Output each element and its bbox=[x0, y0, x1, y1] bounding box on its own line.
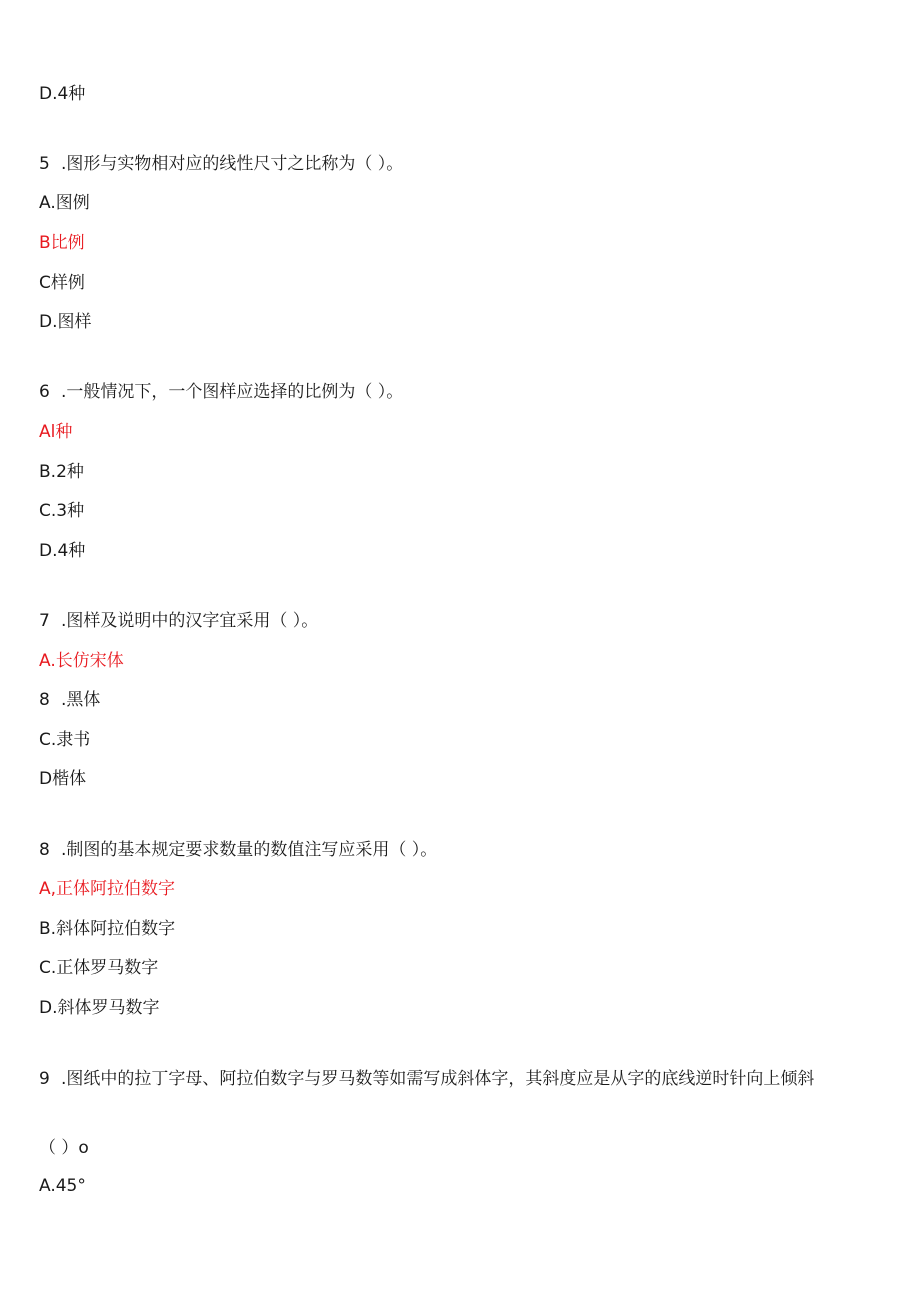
option-d-q6: D.4种 bbox=[39, 541, 86, 561]
option-b-q8: B.斜体阿拉伯数字 bbox=[39, 919, 176, 939]
option-a-q5: A.图例 bbox=[39, 193, 90, 213]
option-c-q8: C.正体罗马数字 bbox=[39, 958, 159, 978]
question-text: .图纸中的拉丁字母、阿拉伯数字与罗马数等如需写成斜体字，其斜度应是从字的底线逆时针向上倾斜 bbox=[61, 1069, 815, 1089]
question-text: .一般情况下，一个图样应选择的比例为（ ）。 bbox=[61, 382, 404, 402]
option-a-q8-answer: A,正体阿拉伯数字 bbox=[39, 879, 176, 899]
option-d-q7: D楷体 bbox=[39, 769, 87, 789]
option-a-q9: A.45° bbox=[39, 1176, 86, 1196]
question-5 bbox=[39, 153, 403, 175]
question-number: 9 bbox=[39, 1069, 50, 1089]
option-a-q6-answer: Al种 bbox=[39, 422, 73, 442]
question-number: 5 bbox=[39, 154, 50, 174]
option-d-q5: D.图样 bbox=[39, 312, 92, 332]
question-9 bbox=[39, 1063, 884, 1095]
option-d-q4: D.4种 bbox=[39, 84, 86, 104]
question-9-tail: （ ）o bbox=[39, 1138, 89, 1158]
option-c-q5: C样例 bbox=[39, 273, 85, 293]
option-b-q5-answer: B比例 bbox=[39, 233, 85, 253]
question-8 bbox=[39, 839, 437, 861]
option-c-q7: C.隶书 bbox=[39, 730, 91, 750]
option-a-q7-answer: A.长仿宋体 bbox=[39, 651, 124, 671]
question-6 bbox=[39, 381, 403, 403]
option-c-q6: C.3种 bbox=[39, 501, 85, 521]
option-text: .黑体 bbox=[61, 690, 101, 710]
option-b-q6: B.2种 bbox=[39, 462, 84, 482]
question-number: 8 bbox=[39, 840, 50, 860]
question-7 bbox=[39, 610, 318, 632]
question-text: .制图的基本规定要求数量的数值注写应采用（ ）。 bbox=[61, 840, 438, 860]
option-number: 8 bbox=[39, 690, 50, 710]
question-text: .图样及说明中的汉字宜采用（ ）。 bbox=[61, 611, 319, 631]
option-d-q8: D.斜体罗马数字 bbox=[39, 998, 160, 1018]
question-text: .图形与实物相对应的线性尺寸之比称为（ ）。 bbox=[61, 154, 404, 174]
question-number: 7 bbox=[39, 611, 50, 631]
question-number: 6 bbox=[39, 382, 50, 402]
option-b-q7 bbox=[39, 689, 100, 711]
